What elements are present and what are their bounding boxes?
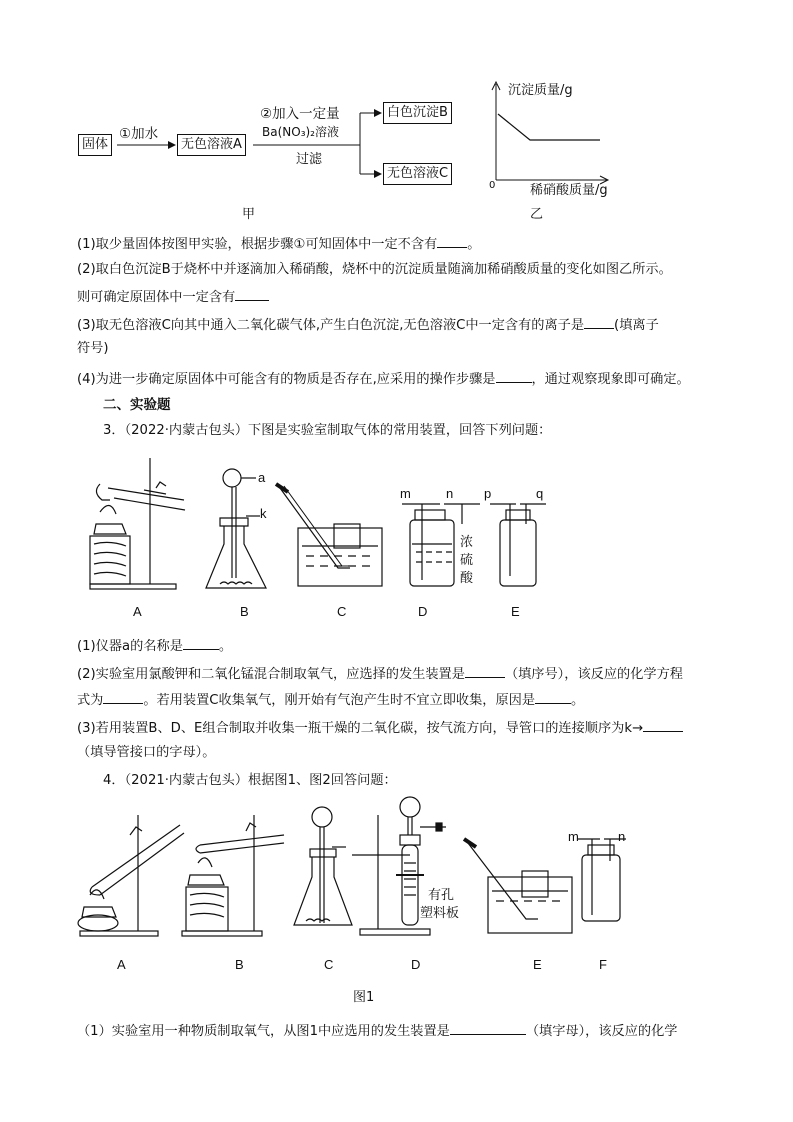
q4-apparatus-a xyxy=(78,815,184,936)
q4-figure-caption: 图1 xyxy=(353,990,375,1005)
q3-label-b: B xyxy=(240,604,249,619)
q3-label-c: C xyxy=(337,604,347,619)
q3-stem: 3．（2022·内蒙古包头）下图是实验室制取气体的常用装置，回答下列问题： xyxy=(103,423,552,438)
section-title-experiment: 二、实验题 xyxy=(103,397,171,413)
q2-part1: (1)取少量固体按图甲实验，根据步骤①可知固体中一定不含有 。 xyxy=(77,237,481,252)
q4-part1: （1）实验室用一种物质制取氧气，从图1中应选用的发生装置是 （填字母），该反应的化学 xyxy=(77,1024,678,1039)
flow-step1: ①加水 xyxy=(119,126,159,142)
q4-label-f: F xyxy=(599,957,607,972)
q4-apparatus-f xyxy=(578,839,626,921)
q4-mark-n: n xyxy=(618,829,626,844)
graph-yi-curve xyxy=(498,114,600,140)
apparatus-b xyxy=(206,469,266,588)
q2-part3b: 符号) xyxy=(77,341,109,356)
flow-step2: ②加入一定量 xyxy=(260,106,340,122)
q3-part1: (1)仪器a的名称是 。 xyxy=(77,639,233,654)
q3-part3b: （填导管接口的字母）。 xyxy=(77,745,216,760)
flow-box-colorless-c: 无色溶液C xyxy=(383,163,452,185)
q4-label-b: B xyxy=(235,957,244,972)
flow-box-white-ppt-b: 白色沉淀B xyxy=(383,102,452,124)
q2-part4: (4)为进一步确定原固体中可能含有的物质是否存在,应采用的操作步骤是 ，通过观察现象即可确定。 xyxy=(77,372,690,387)
q3-part2: (2)实验室用氯酸钾和二氧化锰混合制取氧气，应选择的发生装置是 （填序号），该反应的化学方程 xyxy=(77,667,683,682)
q3-mark-n: n xyxy=(446,486,454,501)
q3-mark-a: a xyxy=(258,470,266,485)
graph-yi-origin: 0 xyxy=(489,180,496,191)
q3-label-d: D xyxy=(418,604,428,619)
apparatus-a xyxy=(90,458,185,589)
q3-acid-label-2: 硫 xyxy=(460,553,474,568)
flow-box-colorless-a: 无色溶液A xyxy=(177,134,246,156)
q4-plate-label-1: 有孔 xyxy=(428,888,455,903)
q4-apparatus-figure xyxy=(70,795,630,945)
graph-yi-ylabel: 沉淀质量/g xyxy=(508,83,573,98)
q4-mark-m: m xyxy=(568,829,579,844)
q4-apparatus-b xyxy=(182,815,284,936)
flow-box-solid: 固体 xyxy=(78,134,112,156)
q4-apparatus-c xyxy=(294,807,352,925)
q4-label-d: D xyxy=(411,957,421,972)
flow-filter: 过滤 xyxy=(296,152,323,167)
q4-label-e: E xyxy=(533,957,542,972)
q4-label-c: C xyxy=(324,957,334,972)
q3-acid-label-3: 酸 xyxy=(460,571,474,586)
flow-arrows xyxy=(0,0,793,230)
q3-mark-q: q xyxy=(536,486,544,501)
q2-part2: (2)取白色沉淀B于烧杯中并逐滴加入稀硝酸，烧杯中的沉淀质量随滴加稀硝酸质量的变化如图乙所示。 xyxy=(77,262,672,277)
apparatus-c xyxy=(276,484,382,586)
q3-apparatus-figure xyxy=(70,448,550,598)
q3-label-e: E xyxy=(511,604,520,619)
graph-yi-xlabel: 稀硝酸质量/g xyxy=(530,183,608,198)
q4-label-a: A xyxy=(117,957,126,972)
q3-mark-m: m xyxy=(400,486,411,501)
flow-step2-formula: Ba(NO₃)₂溶液 xyxy=(262,125,339,139)
q4-stem: 4．（2021·内蒙古包头）根据图1、图2回答问题： xyxy=(103,773,397,788)
q4-apparatus-e xyxy=(464,839,572,933)
q3-part3: (3)若用装置B、D、E组合制取并收集一瓶干燥的二氧化碳，按气流方向，导管口的连接顺序为k→ xyxy=(77,719,683,737)
q2-part3: (3)取无色溶液C向其中通入二氧化碳气体,产生白色沉淀,无色溶液C中一定含有的离子是 (填离子 xyxy=(77,318,659,333)
flow-label-jia: 甲 xyxy=(242,207,256,222)
q3-part2b: 式为 。若用装置C收集氧气，刚开始有气泡产生时不宜立即收集，原因是 。 xyxy=(77,693,585,708)
q3-acid-label-1: 浓 xyxy=(460,535,474,550)
graph-yi-label: 乙 xyxy=(530,207,544,222)
q3-label-a: A xyxy=(133,604,142,619)
q2-part2b: 则可确定原固体中一定含有 xyxy=(77,288,269,306)
q3-mark-k: k xyxy=(260,506,267,521)
apparatus-e xyxy=(490,504,546,586)
q3-mark-p: p xyxy=(484,486,492,501)
q4-plate-label-2: 塑料板 xyxy=(420,906,460,921)
